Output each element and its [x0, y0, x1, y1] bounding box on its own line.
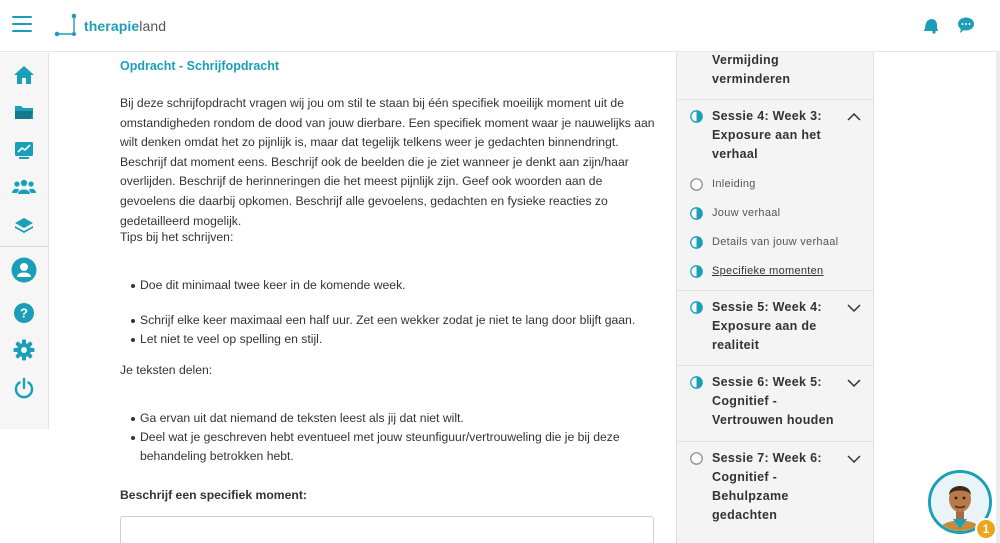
assignment-intro: Bij deze schrijfopdracht vragen wij jou om stil te staan bij één specifiek moeilijk moment uit de omstandigheden rondom de dood van jouw dierbare. Een specifiek moment waar je nauwelijks aan wilt denken omdat het zo pijnlijk is, maar dat tegelijk telkens weer je gedachten binnendringt. Beschrijf dat moment eens. Beschrijf ook de beelden die je ziet wanneer je denkt aan zijn/haar overlijden. Beschrijf de herinneringen die het meest pijnlijk zijn. Geef ook woorden aan de gevoelens die daarbij opkomen. Beschrijf alle gevoelens, gedachten en fysieke reacties zo gedetailleerd mogelijk.: [120, 96, 655, 228]
logo-text: therapieland: [84, 18, 167, 34]
chevron-up-icon[interactable]: [847, 112, 861, 122]
notification-bell-icon[interactable]: [922, 16, 940, 34]
half-progress-icon: [690, 376, 703, 389]
list-item: Ga ervan uit dat niemand de teksten leest als jij dat niet wilt.: [140, 409, 650, 428]
help-icon[interactable]: [12, 301, 36, 325]
left-navigation: [0, 53, 49, 429]
tips-heading: Tips bij het schrijven:: [120, 230, 234, 244]
empty-progress-icon: [690, 452, 703, 465]
assignment-content: [120, 52, 660, 543]
chevron-down-icon[interactable]: [847, 303, 861, 313]
session-title: Sessie 5: Week 4: Exposure aan de realiteit: [712, 300, 822, 352]
divider: [677, 99, 873, 100]
divider: [677, 365, 873, 366]
half-progress-icon: [690, 110, 703, 123]
subitem-label: Inleiding: [712, 178, 756, 190]
divider: [677, 441, 873, 442]
assignment-title: Opdracht - Schrijfopdracht: [120, 59, 280, 73]
divider: [677, 290, 873, 291]
half-progress-icon: [690, 207, 703, 220]
subitem-label-active: Specifieke momenten: [712, 265, 824, 277]
settings-icon[interactable]: [12, 338, 36, 362]
share-heading: Je teksten delen:: [120, 363, 213, 377]
subitem-label: Details van jouw verhaal: [712, 236, 839, 248]
answer-textarea[interactable]: [120, 516, 654, 543]
chat-icon[interactable]: [957, 16, 975, 34]
home-icon[interactable]: [12, 63, 36, 87]
session-title: Sessie 7: Week 6: Cognitief - Behulpzame gedachten: [712, 451, 822, 522]
session-title-partial: Vermijding verminderen: [712, 53, 791, 86]
logo[interactable]: [54, 12, 166, 40]
session-title: Sessie 6: Week 5: Cognitief - Vertrouwen houden: [712, 375, 834, 427]
half-progress-icon: [690, 265, 703, 278]
list-item: Doe dit minimaal twee keer in de komende week.: [140, 276, 650, 295]
list-item: Let niet te veel op spelling en stijl.: [140, 330, 650, 349]
nav-divider: [0, 246, 49, 247]
empty-progress-icon: [690, 178, 703, 191]
user-icon[interactable]: [11, 257, 37, 283]
power-icon[interactable]: [12, 376, 36, 400]
notification-badge: 1: [975, 518, 997, 540]
group-icon[interactable]: [12, 175, 36, 199]
briefcase-icon[interactable]: [12, 100, 36, 124]
chart-icon[interactable]: [12, 138, 36, 162]
question-label: Beschrijf een specifiek moment:: [120, 488, 307, 502]
top-bar: [0, 0, 1000, 52]
hamburger-icon[interactable]: [12, 16, 32, 34]
half-progress-icon: [690, 236, 703, 249]
subitem-label: Jouw verhaal: [712, 207, 781, 219]
list-item: Schrijf elke keer maximaal een half uur. Zet een wekker zodat je niet te lang door blijft gaan.: [140, 311, 650, 330]
half-progress-icon: [690, 301, 703, 314]
book-icon[interactable]: [12, 213, 36, 237]
session-sidebar: [676, 52, 874, 543]
chevron-down-icon[interactable]: [847, 454, 861, 464]
page-scrollbar[interactable]: [996, 52, 1000, 543]
list-item: Deel wat je geschreven hebt eventueel met jouw steunfiguur/vertrouweling die je bij deze behandeling betrokken hebt.: [140, 428, 650, 466]
session-title: Sessie 4: Week 3: Exposure aan het verhaal: [712, 109, 822, 161]
logo-mark-icon: [54, 12, 80, 40]
svg-text:?: ?: [20, 305, 28, 321]
chevron-down-icon[interactable]: [847, 378, 861, 388]
